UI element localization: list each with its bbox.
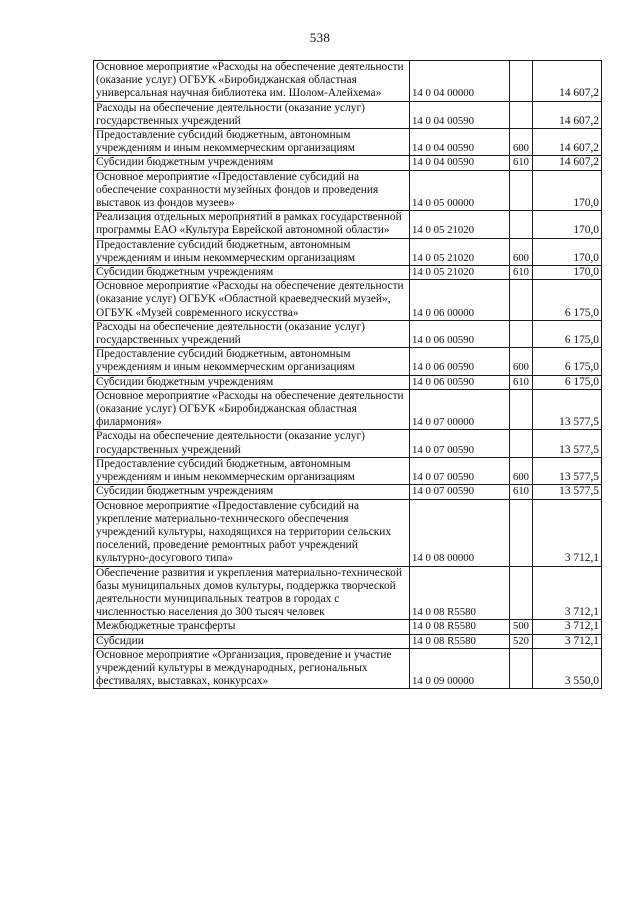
row-expense-type-cell: 610 <box>510 375 533 389</box>
row-code-cell: 14 0 06 00590 <box>410 348 510 375</box>
row-name-cell: Субсидии <box>94 634 410 648</box>
row-expense-type-cell: 610 <box>510 485 533 499</box>
row-name-cell: Расходы на обеспечение деятельности (оказание услуг) государственных учреждений <box>94 320 410 347</box>
table-row <box>94 634 602 648</box>
row-expense-type-cell <box>510 280 533 321</box>
row-name-cell: Расходы на обеспечение деятельности (оказание услуг) государственных учреждений <box>94 430 410 457</box>
row-amount-cell: 3 712,1 <box>533 499 602 566</box>
row-expense-type-cell <box>510 170 533 211</box>
row-expense-type-cell: 600 <box>510 238 533 265</box>
table-row <box>94 648 602 689</box>
budget-table-body <box>94 61 602 689</box>
row-name-cell: Субсидии бюджетным учреждениям <box>94 156 410 170</box>
row-amount-cell: 170,0 <box>533 266 602 280</box>
table-row <box>94 61 602 102</box>
table-row <box>94 389 602 430</box>
row-expense-type-cell: 500 <box>510 620 533 634</box>
row-name-cell: Предоставление субсидий бюджетным, автономным учреждениям и иным некоммерческим организациям <box>94 457 410 484</box>
row-code-cell: 14 0 07 00590 <box>410 485 510 499</box>
row-code-cell: 14 0 08 R5580 <box>410 620 510 634</box>
table-row <box>94 430 602 457</box>
row-name-cell: Предоставление субсидий бюджетным, автономным учреждениям и иным некоммерческим организациям <box>94 129 410 156</box>
row-amount-cell: 3 550,0 <box>533 648 602 689</box>
row-expense-type-cell <box>510 211 533 238</box>
page-number: 538 <box>309 30 331 45</box>
row-amount-cell: 170,0 <box>533 238 602 265</box>
row-expense-type-cell <box>510 430 533 457</box>
row-code-cell: 14 0 06 00590 <box>410 375 510 389</box>
row-code-cell: 14 0 08 R5580 <box>410 566 510 620</box>
table-row <box>94 566 602 620</box>
row-name-cell: Основное мероприятие «Предоставление субсидий на обеспечение сохранности музейных фондов и проведения выставок из фондов музеев» <box>94 170 410 211</box>
row-amount-cell: 13 577,5 <box>533 485 602 499</box>
row-name-cell: Обеспечение развития и укрепления материально-технической базы муниципальных домов культуры, поддержка творческой деятельности муниципальных театров в городах с численностью населения до 300 тысяч человек <box>94 566 410 620</box>
row-name-cell: Субсидии бюджетным учреждениям <box>94 266 410 280</box>
row-code-cell: 14 0 09 00000 <box>410 648 510 689</box>
table-row <box>94 280 602 321</box>
row-code-cell: 14 0 05 00000 <box>410 170 510 211</box>
row-code-cell: 14 0 07 00590 <box>410 457 510 484</box>
table-row <box>94 485 602 499</box>
row-code-cell: 14 0 06 00590 <box>410 320 510 347</box>
row-amount-cell: 3 712,1 <box>533 634 602 648</box>
row-amount-cell: 13 577,5 <box>533 389 602 430</box>
row-expense-type-cell: 600 <box>510 457 533 484</box>
row-amount-cell: 14 607,2 <box>533 129 602 156</box>
row-name-cell: Основное мероприятие «Расходы на обеспечение деятельности (оказание услуг) ОГБУК «Биробиджанская областная филармония» <box>94 389 410 430</box>
row-code-cell: 14 0 07 00000 <box>410 389 510 430</box>
row-code-cell: 14 0 08 R5580 <box>410 634 510 648</box>
row-amount-cell: 14 607,2 <box>533 101 602 128</box>
row-expense-type-cell: 610 <box>510 266 533 280</box>
row-expense-type-cell <box>510 320 533 347</box>
table-row <box>94 348 602 375</box>
table-row <box>94 375 602 389</box>
table-row <box>94 499 602 566</box>
row-code-cell: 14 0 04 00590 <box>410 129 510 156</box>
row-code-cell: 14 0 08 00000 <box>410 499 510 566</box>
row-code-cell: 14 0 07 00590 <box>410 430 510 457</box>
table-row <box>94 129 602 156</box>
row-expense-type-cell <box>510 566 533 620</box>
table-row <box>94 266 602 280</box>
row-name-cell: Межбюджетные трансферты <box>94 620 410 634</box>
row-expense-type-cell: 610 <box>510 156 533 170</box>
row-amount-cell: 170,0 <box>533 211 602 238</box>
row-name-cell: Основное мероприятие «Предоставление субсидий на укрепление материально-технического обеспечения учреждений культуры, находящихся на территории сельских поселений, проведение ремонтных работ учреждений культурно-досугового типа» <box>94 499 410 566</box>
row-name-cell: Основное мероприятие «Организация, проведение и участие учреждений культуры в международных, региональных фестивалях, выставках, конкурсах» <box>94 648 410 689</box>
row-amount-cell: 6 175,0 <box>533 348 602 375</box>
row-expense-type-cell <box>510 389 533 430</box>
row-amount-cell: 13 577,5 <box>533 457 602 484</box>
table-row <box>94 320 602 347</box>
row-name-cell: Расходы на обеспечение деятельности (оказание услуг) государственных учреждений <box>94 101 410 128</box>
row-amount-cell: 14 607,2 <box>533 61 602 102</box>
row-code-cell: 14 0 05 21020 <box>410 266 510 280</box>
row-expense-type-cell <box>510 648 533 689</box>
row-code-cell: 14 0 05 21020 <box>410 238 510 265</box>
table-row <box>94 238 602 265</box>
row-code-cell: 14 0 04 00590 <box>410 101 510 128</box>
row-code-cell: 14 0 05 21020 <box>410 211 510 238</box>
row-expense-type-cell <box>510 61 533 102</box>
table-row <box>94 211 602 238</box>
table-row <box>94 170 602 211</box>
row-name-cell: Реализация отдельных мероприятий в рамках государственной программы ЕАО «Культура Еврейской автономной области» <box>94 211 410 238</box>
table-row <box>94 156 602 170</box>
row-amount-cell: 3 712,1 <box>533 620 602 634</box>
row-expense-type-cell: 600 <box>510 129 533 156</box>
row-expense-type-cell: 600 <box>510 348 533 375</box>
row-expense-type-cell <box>510 101 533 128</box>
row-amount-cell: 14 607,2 <box>533 156 602 170</box>
row-expense-type-cell: 520 <box>510 634 533 648</box>
row-code-cell: 14 0 04 00590 <box>410 156 510 170</box>
row-name-cell: Предоставление субсидий бюджетным, автономным учреждениям и иным некоммерческим организациям <box>94 238 410 265</box>
row-amount-cell: 6 175,0 <box>533 280 602 321</box>
row-name-cell: Предоставление субсидий бюджетным, автономным учреждениям и иным некоммерческим организациям <box>94 348 410 375</box>
table-row <box>94 457 602 484</box>
row-name-cell: Основное мероприятие «Расходы на обеспечение деятельности (оказание услуг) ОГБУК «Биробиджанская областная универсальная научная библиотека им. Шолом-Алейхема» <box>94 61 410 102</box>
row-code-cell: 14 0 06 00000 <box>410 280 510 321</box>
table-row <box>94 101 602 128</box>
table-row <box>94 620 602 634</box>
row-amount-cell: 6 175,0 <box>533 375 602 389</box>
row-name-cell: Основное мероприятие «Расходы на обеспечение деятельности (оказание услуг) ОГБУК «Областной краеведческий музей», ОГБУК «Музей современного искусства» <box>94 280 410 321</box>
budget-table <box>93 60 602 689</box>
row-amount-cell: 6 175,0 <box>533 320 602 347</box>
row-amount-cell: 13 577,5 <box>533 430 602 457</box>
row-amount-cell: 3 712,1 <box>533 566 602 620</box>
row-amount-cell: 170,0 <box>533 170 602 211</box>
row-expense-type-cell <box>510 499 533 566</box>
row-name-cell: Субсидии бюджетным учреждениям <box>94 485 410 499</box>
row-name-cell: Субсидии бюджетным учреждениям <box>94 375 410 389</box>
row-code-cell: 14 0 04 00000 <box>410 61 510 102</box>
